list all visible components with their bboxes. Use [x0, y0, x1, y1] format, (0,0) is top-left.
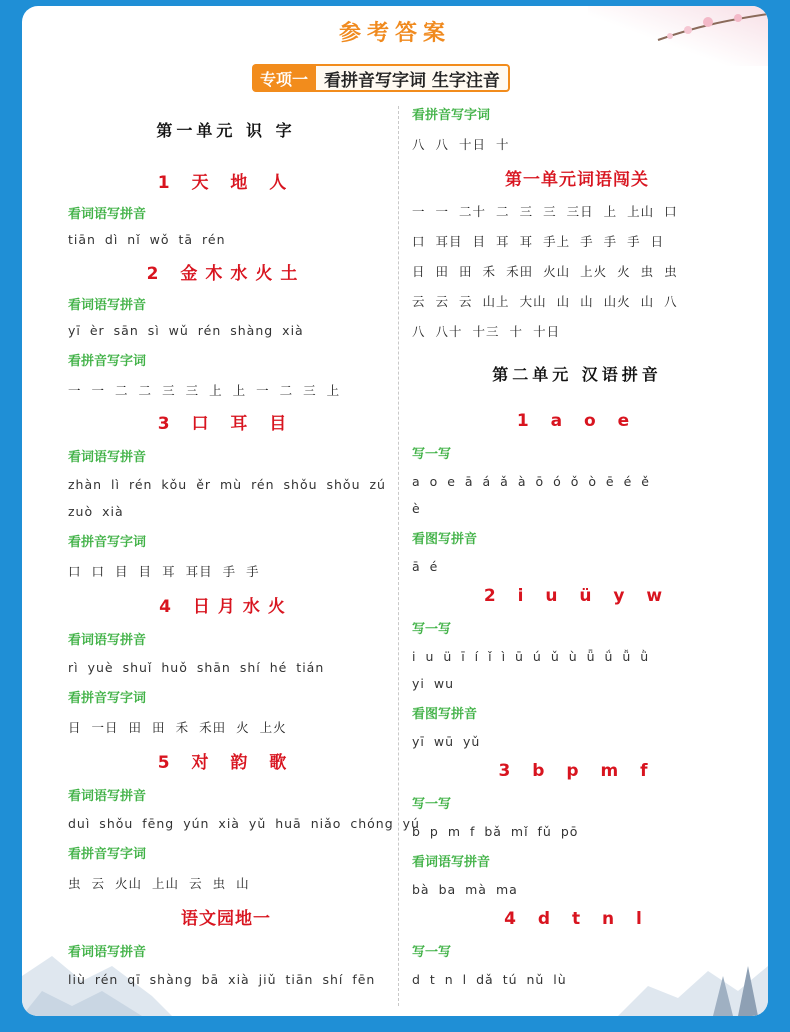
quiz-row — [412, 262, 742, 280]
char-answer: 日 — [68, 720, 82, 735]
lesson-title: 1 天 地 人 — [157, 173, 295, 193]
char-answer: 山火 — [603, 294, 631, 309]
lesson-title: 语文园地一 — [181, 909, 271, 929]
exercise-label: 看拼音写字词 — [68, 354, 147, 369]
char-answer: 手上 — [543, 234, 571, 249]
exercise-label: 看词语写拼音 — [68, 789, 147, 804]
lesson-title: 第一单元词语闯关 — [505, 170, 649, 190]
char-answer: 上火 — [259, 720, 287, 735]
quiz-row — [412, 232, 742, 250]
char-answer: 田 — [152, 720, 166, 735]
char-answer: 上 — [232, 383, 247, 398]
answer-line: i u ü ī í ǐ ì ū ú ǔ ù ǖ ǘ ǚ ǜ — [412, 649, 650, 664]
char-answer: 云 — [459, 294, 473, 309]
char-answer: 目 — [472, 234, 487, 249]
char-answer: 火山 — [543, 264, 571, 279]
char-answer: 三日 — [566, 204, 594, 219]
exercise-label: 写一写 — [412, 622, 452, 637]
char-answer: 禾田 — [199, 720, 227, 735]
char-answer: 八 — [412, 137, 426, 152]
char-answer: 手 — [580, 234, 594, 249]
exercise-label: 写一写 — [412, 945, 452, 960]
char-answer: 禾 — [175, 720, 190, 735]
char-answer: 上山 — [627, 204, 655, 219]
column-divider — [398, 106, 399, 1006]
char-answer: 手 — [627, 234, 641, 249]
quiz-row — [412, 322, 742, 340]
answer-line: duì shǒu fēng yún xià yǔ huā niǎo chóng yú — [68, 816, 420, 831]
exercise-label: 看拼音写字词 — [68, 535, 147, 550]
char-answer: 田 — [128, 720, 143, 735]
char-answer: 一 — [412, 204, 426, 219]
char-answer: 三 — [185, 383, 200, 398]
char-answer: 八 — [435, 137, 450, 152]
answer-line: yī èr sān sì wǔ rén shàng xià — [68, 323, 304, 338]
char-answer: 目 — [115, 564, 129, 579]
char-answer: 口 — [412, 234, 426, 249]
char-answer: 口 — [68, 564, 82, 579]
char-answer: 大山 — [519, 294, 547, 309]
char-answer: 上火 — [580, 264, 608, 279]
exercise-label: 看词语写拼音 — [68, 633, 147, 648]
char-answer: 十 — [509, 324, 524, 339]
char-answer: 手 — [222, 564, 237, 579]
char-answer: 云 — [189, 876, 203, 891]
char-answer: 十日 — [459, 137, 487, 152]
char-answer: 一 — [435, 204, 450, 219]
exercise-label: 看词语写拼音 — [68, 298, 147, 313]
char-answer: 二 — [496, 204, 510, 219]
answer-line: ā é — [412, 559, 439, 574]
char-answer: 口 — [91, 564, 106, 579]
char-answer: 云 — [435, 294, 450, 309]
answer-line: tiān dì nǐ wǒ tā rén — [68, 232, 226, 247]
banner-subtitle: 看拼音写字词 生字注音 — [316, 64, 510, 92]
lesson-title: 3 口 耳 目 — [157, 414, 295, 434]
section-banner — [252, 64, 510, 92]
right-column — [412, 104, 742, 987]
char-answer: 火 — [617, 264, 631, 279]
exercise-label: 看词语写拼音 — [412, 855, 491, 870]
char-answer: 三 — [519, 204, 534, 219]
unit-title: 第二单元 汉语拼音 — [492, 365, 662, 384]
quiz-row — [412, 292, 742, 310]
quiz-answers — [412, 202, 742, 340]
exercise-label: 看词语写拼音 — [68, 945, 147, 960]
char-answer: 山 — [236, 876, 250, 891]
char-answer: 三 — [543, 204, 557, 219]
char-answer: 日 — [412, 264, 426, 279]
answer-line: è — [412, 501, 421, 516]
exercise-label: 看拼音写字词 — [412, 108, 491, 123]
banner-tag: 专项一 — [252, 64, 316, 92]
lesson-title: 3 b p m f — [498, 761, 656, 781]
quiz-row — [412, 202, 742, 220]
unit-title: 第一单元 识 字 — [156, 121, 296, 140]
char-answer: 火 — [236, 720, 250, 735]
char-answer: 田 — [459, 264, 473, 279]
char-answer: 二十 — [459, 204, 487, 219]
char-answer: 云 — [91, 876, 106, 891]
answer-line: bà ba mà ma — [412, 882, 518, 897]
char-answer: 耳 — [496, 234, 510, 249]
char-answer: 禾 — [482, 264, 497, 279]
lesson-title: 2 金木水火土 — [146, 264, 306, 284]
answer-line: yi wu — [412, 676, 454, 691]
answer-line: zuò xià — [68, 504, 124, 519]
exercise-label: 写一写 — [412, 797, 452, 812]
char-answer: 八 — [412, 324, 426, 339]
char-answer: 云 — [412, 294, 426, 309]
char-answer: 上 — [326, 383, 341, 398]
char-answer: 十三 — [472, 324, 500, 339]
exercise-label: 看词语写拼音 — [68, 207, 147, 222]
char-answers — [68, 718, 384, 736]
char-answer: 虫 — [640, 264, 655, 279]
char-answer: 山 — [580, 294, 594, 309]
char-answer: 上山 — [152, 876, 180, 891]
answer-line: yī wū yǔ — [412, 734, 481, 749]
char-answer: 田 — [435, 264, 450, 279]
char-answer: 日 — [650, 234, 665, 249]
char-answer: 虫 — [664, 264, 678, 279]
lesson-title: 1 a o e — [516, 411, 638, 431]
char-answer: 禾田 — [506, 264, 534, 279]
lesson-title: 4 d t n l — [504, 909, 650, 929]
char-answer: 火山 — [115, 876, 143, 891]
char-answer: 上 — [209, 383, 223, 398]
char-answer: 二 — [115, 383, 129, 398]
char-answers — [68, 874, 384, 892]
char-answer: 口 — [664, 204, 678, 219]
char-answer: 耳 — [162, 564, 176, 579]
char-answer: 三 — [303, 383, 317, 398]
exercise-label: 看拼音写字词 — [68, 847, 147, 862]
exercise-label: 看拼音写字词 — [68, 691, 147, 706]
exercise-label: 写一写 — [412, 447, 452, 462]
answer-page — [22, 6, 768, 1016]
left-column — [68, 118, 420, 987]
char-answer: 山上 — [482, 294, 510, 309]
char-answer: 二 — [279, 383, 294, 398]
char-answer: 一 — [91, 383, 106, 398]
char-answer: 耳目 — [435, 234, 463, 249]
char-answer: 手 — [603, 234, 618, 249]
char-answers — [412, 135, 742, 153]
char-answer: 虫 — [68, 876, 82, 891]
char-answers — [68, 381, 384, 399]
answer-line: a o e ā á ǎ à ō ó ǒ ò ē é ě — [412, 474, 650, 489]
char-answer: 一 — [256, 383, 270, 398]
lesson-title: 5 对 韵 歌 — [157, 753, 295, 773]
char-answer: 十日 — [533, 324, 561, 339]
char-answer: 耳目 — [185, 564, 213, 579]
char-answer: 三 — [162, 383, 176, 398]
exercise-label: 看词语写拼音 — [68, 450, 147, 465]
char-answer: 一 — [68, 383, 82, 398]
char-answer: 十 — [496, 137, 510, 152]
char-answer: 八十 — [435, 324, 463, 339]
lesson-title: 4 日月水火 — [159, 597, 293, 617]
char-answer: 山 — [556, 294, 571, 309]
char-answer: 手 — [246, 564, 260, 579]
exercise-label: 看图写拼音 — [412, 707, 478, 722]
answer-line: liù rén qī shàng bā xià jiǔ tiān shí fēn — [68, 972, 376, 987]
answer-line: d t n l dǎ tú nǔ lù — [412, 972, 567, 987]
char-answer: 虫 — [212, 876, 227, 891]
answer-line: zhàn lì rén kǒu ěr mù rén shǒu shǒu zú — [68, 477, 386, 492]
char-answer: 一日 — [91, 720, 119, 735]
char-answer: 八 — [664, 294, 678, 309]
char-answer: 二 — [138, 383, 153, 398]
exercise-label: 看图写拼音 — [412, 532, 478, 547]
answer-line: b p m f bǎ mǐ fǔ pō — [412, 824, 579, 839]
char-answer: 山 — [640, 294, 655, 309]
lesson-title: 2 i u ü y w — [483, 586, 671, 606]
char-answer: 耳 — [519, 234, 534, 249]
char-answers — [68, 562, 384, 580]
char-answer: 目 — [138, 564, 153, 579]
char-answer: 上 — [603, 204, 618, 219]
answer-line: rì yuè shuǐ huǒ shān shí hé tián — [68, 660, 325, 675]
page-title: 参考答案 — [338, 21, 451, 46]
